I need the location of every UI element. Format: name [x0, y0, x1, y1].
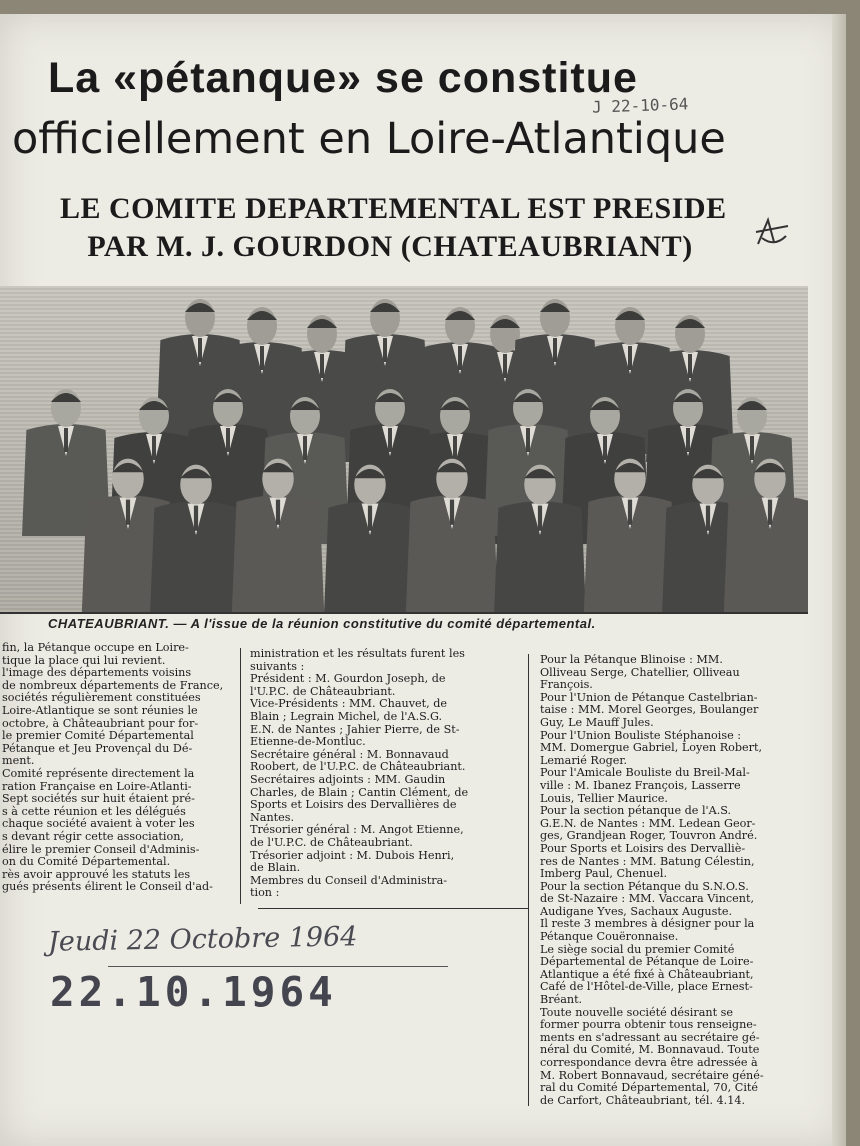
article-line: octobre, à Châteaubriant pour for-: [2, 716, 199, 730]
article-line: M. Robert Bonnavaud, secrétaire géné-: [540, 1068, 764, 1082]
article-line: Trésorier adjoint : M. Dubois Henri,: [250, 848, 455, 862]
article-column-3: [540, 654, 816, 1107]
article-line: Sept sociétés sur huit étaient pré-: [2, 792, 195, 806]
article-line: ministration et les résultats furent les: [250, 648, 465, 660]
article-line: res de Nantes : MM. Batung Célestin,: [540, 854, 755, 868]
article-line: Imberg Paul, Chenuel.: [540, 867, 668, 881]
article-line: correspondance devra être adressée à: [540, 1056, 758, 1069]
article-line: Pour l'Amicale Bouliste du Breil-Mal-: [540, 766, 750, 780]
article-line: Pour l'Union de Pétanque Castelbrian-: [540, 690, 758, 704]
article-line: de St-Nazaire : MM. Vaccara Vincent,: [540, 892, 755, 906]
article-line: Charles, de Blain ; Cantin Clément, de: [250, 785, 469, 799]
column-divider-1: [240, 648, 241, 904]
article-line: on du Comité Départemental.: [2, 855, 171, 869]
article-line: Trésorier général : M. Angot Etienne,: [250, 823, 464, 837]
article-line: tique la place qui lui revient.: [2, 653, 166, 667]
article-line: sociétés régulièrement constituées: [2, 691, 201, 705]
photo-caption: CHATEAUBRIANT. — A l'issue de la réunion constitutive du comité départemental.: [48, 616, 596, 631]
article-line: de nombreux départements de France,: [2, 678, 224, 692]
article-line: Départemental de Pétanque de Loire-: [540, 955, 754, 969]
handwritten-date-words: Jeudi 22 Octobre 1964: [47, 921, 358, 958]
article-line: E.N. de Nantes ; Jahier Pierre, de St-: [250, 722, 460, 736]
article-line: G.E.N. de Nantes : MM. Ledean Geor-: [540, 816, 756, 830]
column-divider-2: [528, 654, 529, 1106]
article-line: ville : M. Ibanez François, Lasserre: [540, 778, 741, 792]
column-end-rule: [258, 908, 528, 909]
article-line: l'U.P.C. de Châteaubriant.: [250, 684, 396, 698]
article-line: s à cette réunion et les délégués: [2, 804, 186, 818]
article-line: Etienne-de-Montluc.: [250, 735, 366, 749]
article-line: taise : MM. Morel Georges, Boulanger: [540, 703, 759, 717]
article-line: le premier Comité Départemental: [2, 729, 194, 743]
article-line: néral du Comité, M. Bonnavaud. Toute: [540, 1043, 760, 1057]
article-line: de l'U.P.C. de Châteaubriant.: [250, 835, 413, 849]
article-line: ration Française en Loire-Atlanti-: [2, 779, 192, 793]
article-line: Pour la section pétanque de l'A.S.: [540, 804, 732, 818]
handwritten-top-note: J 22-10-64: [591, 94, 689, 117]
group-photo-figures: [0, 286, 808, 612]
article-line: fin, la Pétanque occupe en Loire-: [2, 642, 189, 654]
article-line: Louis, Tellier Maurice.: [540, 791, 668, 805]
handwritten-underline: [108, 966, 448, 967]
article-line: Il reste 3 membres à désigner pour la: [540, 917, 755, 931]
article-line: Guy, Le Mauff Jules.: [540, 715, 654, 729]
article-line: Lemarié Roger.: [540, 753, 628, 767]
subheadline-line-2: PAR M. J. GOURDON (CHATEAUBRIANT): [87, 230, 693, 263]
article-line: Café de l'Hôtel-de-Ville, place Ernest-: [540, 980, 753, 994]
article-line: tion :: [250, 886, 280, 900]
article-line: Secrétaires adjoints : MM. Gaudin: [250, 772, 446, 786]
article-line: Atlantique a été fixé à Châteaubriant,: [540, 967, 754, 981]
article-line: de Blain.: [250, 861, 301, 875]
headline-line-1: La «pétanque» se constitue: [48, 54, 638, 102]
article-line: Sports et Loisirs des Dervallières de: [250, 798, 457, 812]
article-line: Blain ; Legrain Michel, de l'A.S.G.: [250, 709, 443, 723]
initials-scribble-icon: [752, 214, 792, 250]
caption-rule: [0, 612, 808, 614]
article-line: Roobert, de l'U.P.C. de Châteaubriant.: [250, 760, 466, 774]
article-column-2: [250, 648, 522, 900]
article-line: gués présents élirent le Conseil d'ad-: [2, 880, 213, 894]
article-line: Le siège social du premier Comité: [540, 942, 735, 956]
article-line: ments en s'adressant au secrétaire gé-: [540, 1030, 760, 1044]
article-line: ment.: [2, 754, 35, 768]
article-line: Loire-Atlantique se sont réunies le: [2, 703, 198, 717]
group-photo: [0, 286, 808, 612]
article-line: former pourra obtenir tous renseigne-: [540, 1018, 757, 1032]
article-line: Pour la section Pétanque du S.N.O.S.: [540, 879, 749, 893]
article-line: Membres du Conseil d'Administra-: [250, 873, 448, 887]
article-line: Audigane Yves, Sachaux Auguste.: [540, 904, 733, 918]
article-line: de Carfort, Châteaubriant, tél. 4.14.: [540, 1093, 746, 1107]
article-line: Bréant.: [540, 993, 583, 1007]
article-line: ral du Comité Départemental, 70, Cité: [540, 1081, 759, 1095]
article-line: l'image des départements voisins: [2, 666, 192, 680]
headline-line-2: officiellement en Loire-Atlantique: [12, 114, 726, 164]
article-line: élire le premier Conseil d'Adminis-: [2, 842, 200, 856]
handwritten-date-numeric: 22.10.1964: [50, 968, 337, 1016]
article-line: Pour Sports et Loisirs des Dervalliè-: [540, 841, 746, 855]
article-line: Pour la Pétanque Blinoise : MM.: [540, 654, 723, 666]
article-line: Pétanque Couëronnaise.: [540, 930, 679, 944]
article-line: chaque société avaient à voter les: [2, 817, 195, 831]
article-line: Comité représente directement la: [2, 766, 195, 780]
article-line: François.: [540, 678, 593, 692]
subheadline-line-1: LE COMITE DEPARTEMENTAL EST PRESIDE: [60, 192, 727, 225]
article-line: Vice-Présidents : MM. Chauvet, de: [250, 697, 448, 711]
article-line: Pétanque et Jeu Provençal du Dé-: [2, 741, 193, 755]
article-column-1: [2, 642, 234, 894]
article-line: MM. Domergue Gabriel, Loyen Robert,: [540, 741, 763, 755]
article-line: Nantes.: [250, 810, 295, 824]
article-line: suivants :: [250, 659, 305, 673]
article-line: Pour l'Union Bouliste Stéphanoise :: [540, 728, 742, 742]
article-line: s devant régir cette association,: [2, 829, 184, 843]
newspaper-clipping: [0, 14, 846, 1146]
article-line: Toute nouvelle société désirant se: [540, 1005, 733, 1019]
article-line: rès avoir approuvé les statuts les: [2, 867, 191, 881]
article-line: ges, Grandjean Roger, Touvron André.: [540, 829, 758, 843]
article-line: Secrétaire général : M. Bonnavaud: [250, 747, 449, 761]
article-line: Président : M. Gourdon Joseph, de: [250, 672, 446, 686]
article-line: Olliveau Serge, Chatellier, Olliveau: [540, 665, 740, 679]
